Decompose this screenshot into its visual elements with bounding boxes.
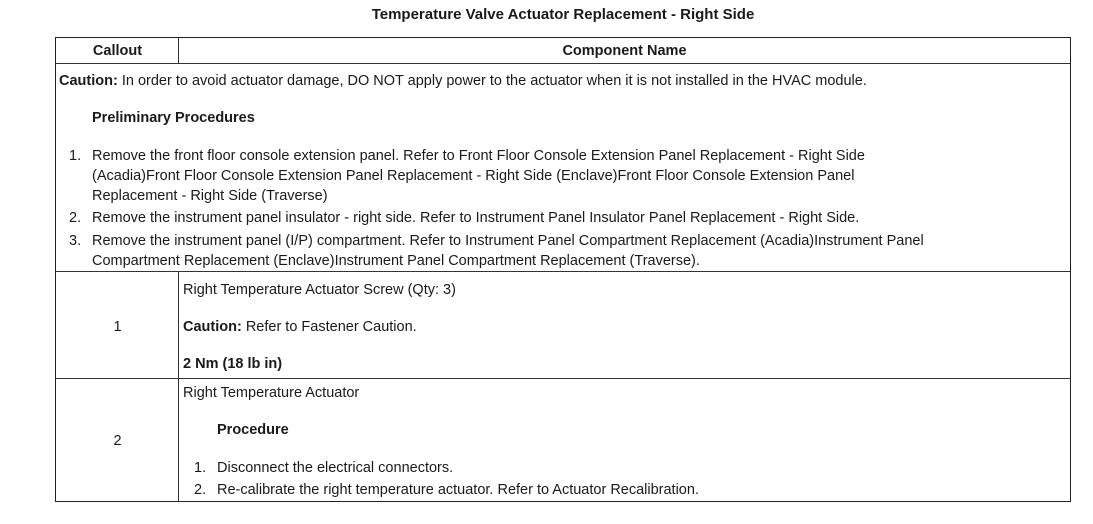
row-1-torque: 2 Nm (18 lb in) xyxy=(183,356,283,372)
prelim-step-3-line-2: Compartment Replacement (Enclave)Instrument Panel Compartment Replacement (Traverse). xyxy=(92,253,700,269)
prelim-step-2-line-1: Remove the instrument panel insulator - right side. Refer to Instrument Panel Insulator Panel Replacement - Right Side. xyxy=(92,210,860,226)
row-1-callout: 1 xyxy=(113,319,122,335)
row-1-component-name: Right Temperature Actuator Screw (Qty: 3) xyxy=(183,282,456,298)
prelim-step-1-line-2: (Acadia)Front Floor Console Extension Panel Replacement - Right Side (Enclave)Front Floor Console Extension Panel xyxy=(92,168,855,184)
row-1-caution-text: Refer to Fastener Caution. xyxy=(241,319,417,335)
prelim-step-2-num: 2. xyxy=(69,210,82,226)
row-2-procedure-heading: Procedure xyxy=(217,422,289,438)
row-2-step-2-text: Re-calibrate the right temperature actuator. Refer to Actuator Recalibration. xyxy=(217,482,699,498)
header-callout: Callout xyxy=(92,43,143,59)
preliminary-bottom-rule xyxy=(56,271,1070,272)
prelim-step-3-num: 3. xyxy=(69,233,82,249)
prelim-step-1-num: 1. xyxy=(69,148,82,164)
procedure-table xyxy=(55,37,1071,502)
header-divider xyxy=(178,38,179,63)
row-1-caution xyxy=(183,318,417,336)
row-2-step-1-num: 1. xyxy=(194,460,207,476)
prelim-step-3-line-1: Remove the instrument panel (I/P) compartment. Refer to Instrument Panel Compartment Replacement (Acadia)Instrument Panel xyxy=(92,233,924,249)
row-2-callout: 2 xyxy=(113,433,122,449)
row-2-component-name: Right Temperature Actuator xyxy=(183,385,360,401)
caution-text: In order to avoid actuator damage, DO NOT apply power to the actuator when it is not installed in the HVAC module. xyxy=(117,73,867,89)
header-component-name: Component Name xyxy=(562,43,687,59)
row-2-step-2-num: 2. xyxy=(194,482,207,498)
row-1-caution-label: Caution: xyxy=(183,319,242,335)
prelim-step-1-line-1: Remove the front floor console extension panel. Refer to Front Floor Console Extension Panel Replacement - Right Side xyxy=(92,148,865,164)
header-bottom-rule xyxy=(56,63,1070,64)
row-1-bottom-rule xyxy=(56,378,1070,379)
row-2-step-1-text: Disconnect the electrical connectors. xyxy=(217,460,454,476)
page-title: Temperature Valve Actuator Replacement - Right Side xyxy=(371,6,755,23)
preliminary-heading: Preliminary Procedures xyxy=(92,110,255,126)
prelim-step-1-line-3: Replacement - Right Side (Traverse) xyxy=(92,188,328,204)
caution-note xyxy=(59,72,867,90)
caution-label: Caution: xyxy=(59,73,118,89)
